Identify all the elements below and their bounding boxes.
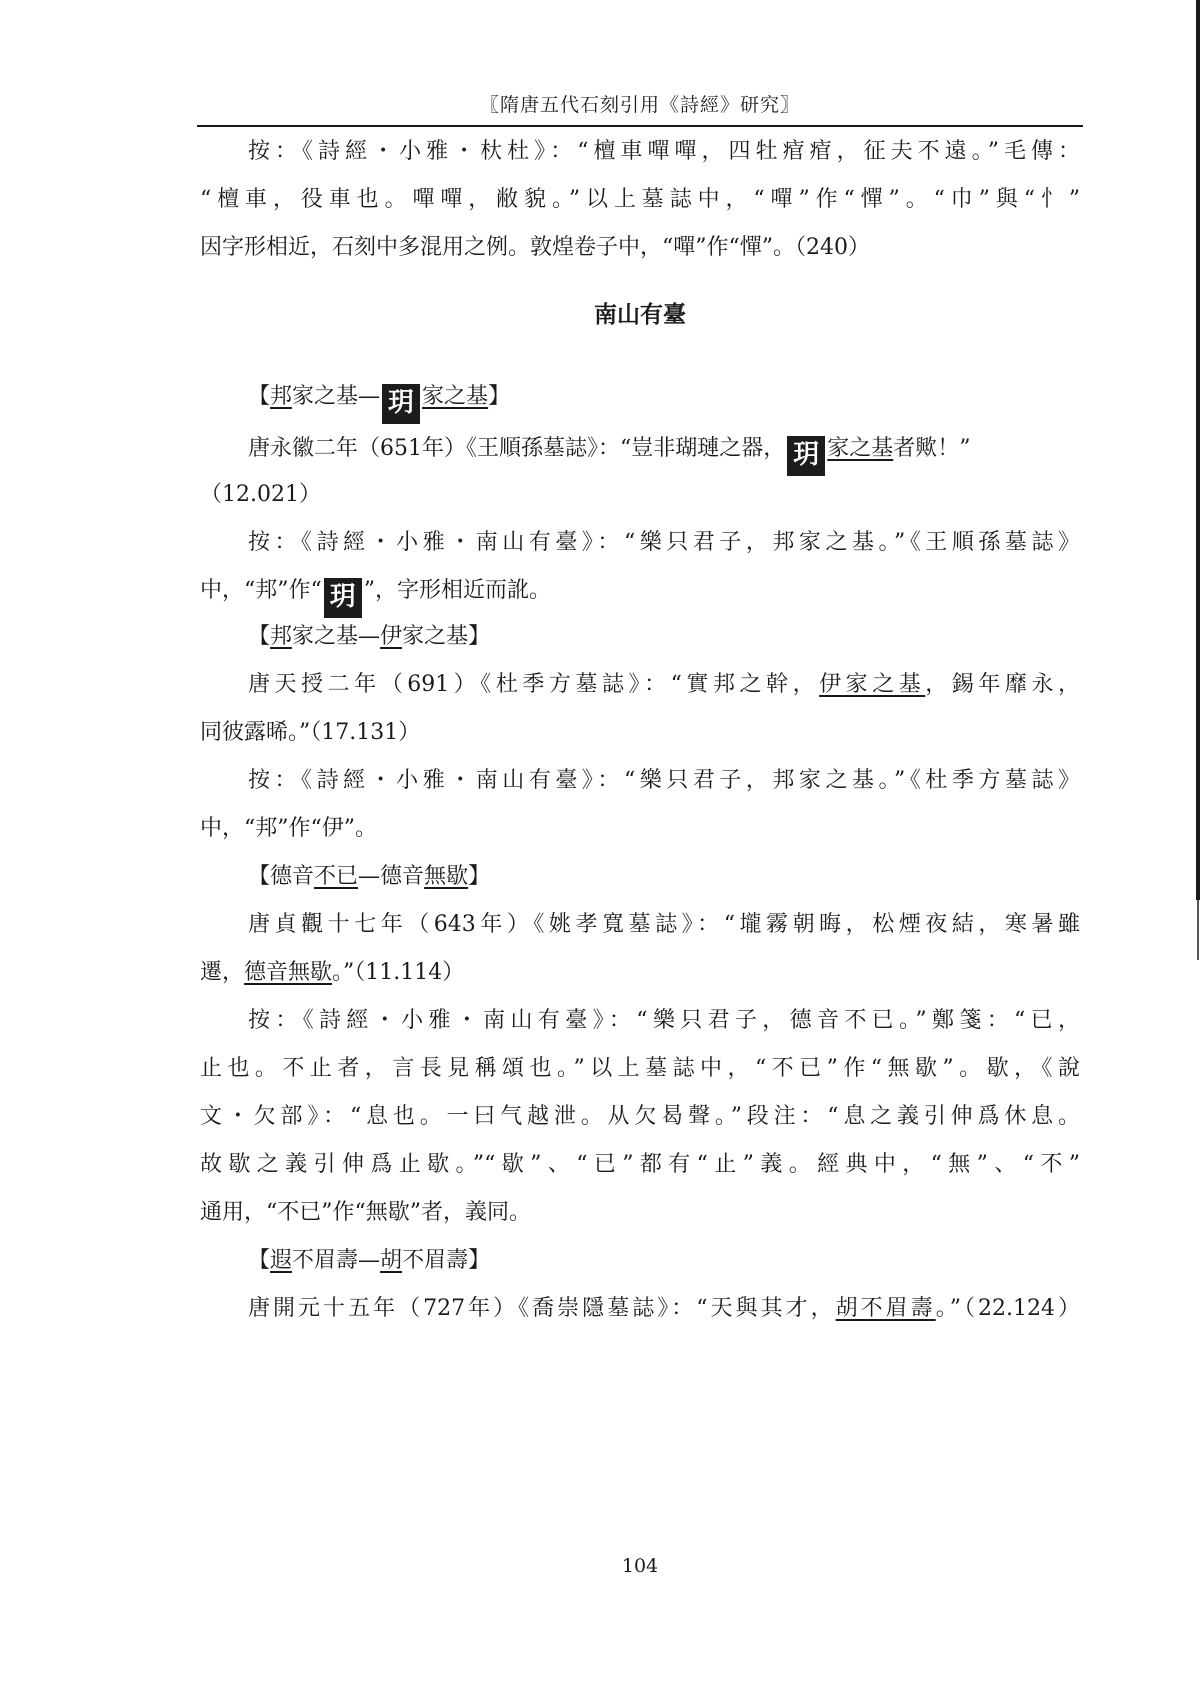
variant-character-image: 玥 [324, 578, 362, 618]
entry-3-note-line-4: 故歇之義引伸爲止歇。”“歇”、“已”都有“止”義。經典中，“無”、“不” [200, 1152, 1080, 1177]
entry-3-note-line-5: 通用，“不已”作“無歇”者，義同。 [200, 1200, 531, 1225]
entry-1-citation: 唐永徽二年（651年）《王順孫墓誌》：“豈非瑚璉之器， 玥 家之基者歟！” [248, 432, 1080, 466]
entry-3-citation-line-1: 唐貞觀十七年（643年）《姚孝寬墓誌》：“壠霧朝晦，松煙夜結，寒暑雖 [248, 912, 1080, 937]
entry-2-heading: 【邦家之基—伊家之基】 [248, 624, 491, 649]
entry-3-heading: 【德音不已—德音無歇】 [248, 864, 491, 889]
continuation-line-2: “檀車，役車也。嘽嘽，敝貌。”以上墓誌中，“嘽”作“憚”。“巾”與“忄” [200, 187, 1080, 212]
entry-1-note-line-2: 中，“邦”作“ 玥 ”，字形相近而訛。 [200, 574, 1080, 608]
entry-3-note-line-1: 按：《詩經・小雅・南山有臺》：“樂只君子，德音不已。”鄭箋：“已， [248, 1008, 1080, 1033]
entry-3-note-line-3: 文・欠部》：“息也。一曰气越泄。从欠曷聲。”段注：“息之義引伸爲休息。 [200, 1104, 1080, 1129]
entry-1-citation-ref: （12.021） [200, 482, 321, 507]
entry-3-note-line-2: 止也。不止者，言長見稱頌也。”以上墓誌中，“不已”作“無歇”。歇，《說 [200, 1056, 1080, 1081]
continuation-line-3: 因字形相近，石刻中多混用之例。敦煌卷子中，“嘽”作“憚”。（240） [200, 235, 870, 260]
entry-2-note-line-1: 按：《詩經・小雅・南山有臺》：“樂只君子，邦家之基。”《杜季方墓誌》 [248, 768, 1080, 793]
entry-2-citation: 唐天授二年（691）《杜季方墓誌》：“實邦之幹，伊家之基，錫年靡永， [248, 672, 1080, 697]
scan-edge-mark [1197, 900, 1199, 960]
continuation-line-1: 按：《詩經・小雅・杕杜》：“檀車嘽嘽，四牡痯痯，征夫不遠。”毛傳： [248, 139, 1080, 164]
entry-4-heading: 【遐不眉壽—胡不眉壽】 [248, 1248, 491, 1273]
entry-1-heading: 【邦家之基— 玥 家之基】 [248, 380, 1080, 414]
entry-4-citation: 唐開元十五年（727年）《喬崇隱墓誌》：“天與其才，胡不眉壽。”（22.124） [248, 1296, 1080, 1321]
entry-2-note-line-2: 中，“邦”作“伊”。 [200, 816, 377, 841]
running-head: 〖隋唐五代石刻引用《詩經》研究〗 [479, 94, 800, 116]
scan-edge-bar [1196, 0, 1200, 900]
header-rule [197, 125, 1083, 127]
page-number: 104 [621, 1555, 659, 1577]
entry-2-citation-line-2: 同彼露晞。”（17.131） [200, 720, 421, 745]
section-title: 南山有臺 [594, 301, 686, 328]
variant-character-image: 玥 [787, 436, 825, 476]
entry-3-citation-line-2: 遷，德音無歇。”（11.114） [200, 960, 465, 985]
entry-1-note-line-1: 按：《詩經・小雅・南山有臺》：“樂只君子，邦家之基。”《王順孫墓誌》 [248, 530, 1080, 555]
variant-character-image: 玥 [382, 384, 420, 424]
